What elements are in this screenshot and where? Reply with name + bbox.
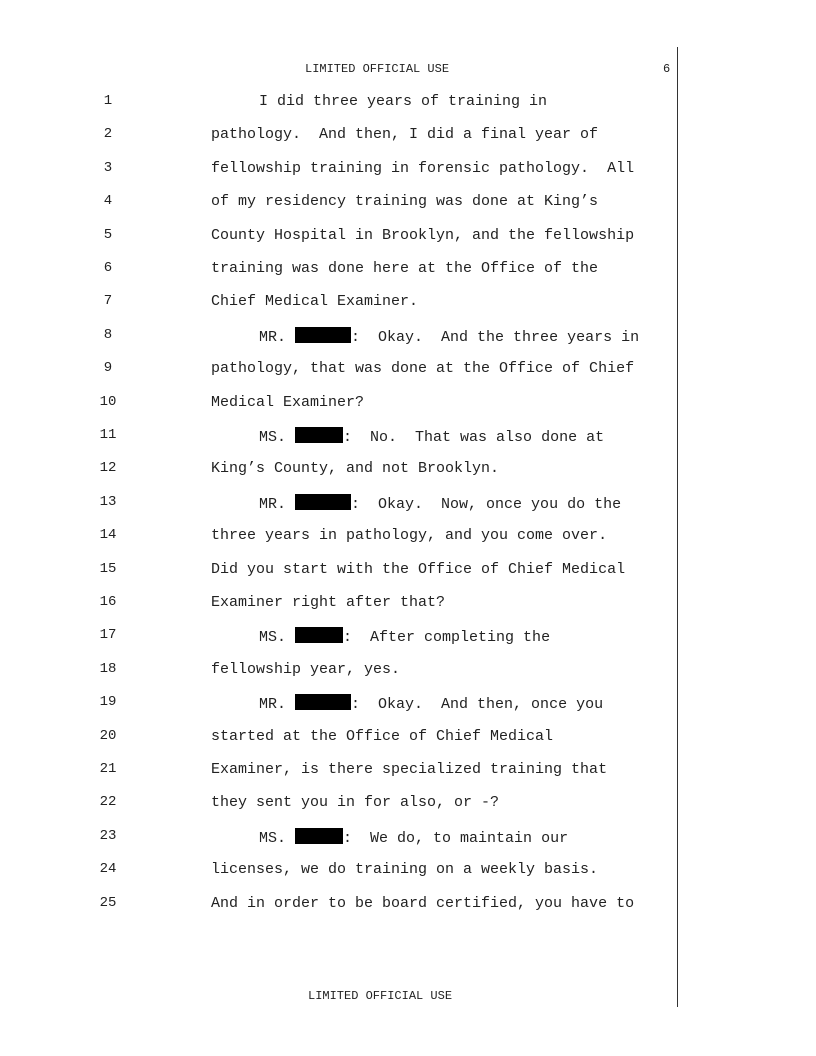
line-text xyxy=(211,460,499,477)
transcript-line xyxy=(0,260,816,293)
line-number: 21 xyxy=(99,761,117,777)
line-text xyxy=(211,227,634,244)
transcript-line xyxy=(0,728,816,761)
transcript-line xyxy=(0,895,816,928)
speech-text: Examiner right after that? xyxy=(211,594,446,611)
line-text xyxy=(259,494,621,513)
transcript-line xyxy=(0,828,816,861)
transcript-line xyxy=(0,794,816,827)
line-text xyxy=(259,694,603,713)
speech-text: of my residency training was done at King’s xyxy=(211,193,599,211)
transcript-line xyxy=(0,160,816,193)
transcript-line xyxy=(0,460,816,493)
line-number: 23 xyxy=(99,827,117,844)
transcript-line xyxy=(0,293,816,326)
transcript-line xyxy=(0,360,816,393)
line-text xyxy=(211,561,625,578)
speech-text: : After completing the xyxy=(343,629,551,647)
line-number: 15 xyxy=(99,560,117,577)
line-text xyxy=(211,895,634,912)
line-text xyxy=(211,126,598,143)
line-text xyxy=(211,594,445,611)
transcript-line xyxy=(0,126,816,159)
speech-text: : Okay. And the three years in xyxy=(351,328,640,346)
line-text xyxy=(259,627,550,646)
line-number: 14 xyxy=(99,527,117,544)
speech-text: King’s County, and not Brooklyn. xyxy=(211,460,500,478)
page-number: 6 xyxy=(663,62,671,76)
line-number: 12 xyxy=(99,460,117,477)
line-text xyxy=(211,527,607,544)
line-text xyxy=(211,260,598,277)
line-text xyxy=(259,828,568,847)
speech-text: I did three years of training in xyxy=(259,93,548,110)
redaction-box xyxy=(295,494,351,510)
line-text xyxy=(211,761,607,778)
transcript-line xyxy=(0,193,816,226)
line-text xyxy=(211,193,598,210)
speaker-label: MR. xyxy=(259,495,287,513)
speech-text: Did you start with the Office of Chief Medical xyxy=(211,560,626,578)
speech-text: Medical Examiner? xyxy=(211,393,365,411)
redaction-box xyxy=(295,828,343,844)
redaction-box xyxy=(295,627,343,643)
speech-text: pathology. And then, I did a final year of xyxy=(211,126,599,144)
line-text xyxy=(211,661,400,678)
speaker-label: MS. xyxy=(259,629,287,647)
redaction-box xyxy=(295,327,351,343)
line-number: 4 xyxy=(103,193,113,210)
transcript-line xyxy=(0,527,816,560)
speech-text: And in order to be board certified, you have to xyxy=(211,894,635,912)
speech-text: : We do, to maintain our xyxy=(343,829,569,847)
redaction-box xyxy=(295,427,343,443)
line-text xyxy=(211,293,418,310)
redaction-box xyxy=(295,694,351,710)
line-text xyxy=(211,794,499,811)
speech-text: Chief Medical Examiner. xyxy=(211,293,419,311)
line-text xyxy=(211,394,364,411)
line-text xyxy=(259,327,639,346)
speech-text: Examiner, is there specialized training that xyxy=(211,761,608,778)
line-number: 3 xyxy=(103,159,113,176)
line-number: 24 xyxy=(99,861,117,878)
transcript-line xyxy=(0,661,816,694)
line-number: 17 xyxy=(99,627,117,644)
line-number: 5 xyxy=(103,226,113,243)
line-number: 11 xyxy=(99,427,117,443)
transcript-line xyxy=(0,594,816,627)
speech-text: fellowship training in forensic pathology. All xyxy=(211,159,635,177)
line-number: 13 xyxy=(99,493,117,510)
transcript-line xyxy=(0,394,816,427)
line-number: 8 xyxy=(103,326,113,343)
speech-text: : Okay. Now, once you do the xyxy=(351,495,622,513)
line-number: 25 xyxy=(99,894,117,911)
line-number: 18 xyxy=(99,660,117,677)
speech-text: started at the Office of Chief Medical xyxy=(211,727,554,745)
line-number: 16 xyxy=(99,594,117,610)
line-text xyxy=(211,728,553,745)
speech-text: : Okay. And then, once you xyxy=(351,696,604,714)
speech-text: three years in pathology, and you come over. xyxy=(211,527,608,545)
line-number: 22 xyxy=(99,794,117,811)
line-number: 19 xyxy=(99,694,117,711)
line-text xyxy=(259,93,547,110)
speaker-label: MS. xyxy=(259,829,287,847)
line-number: 10 xyxy=(99,393,117,410)
speaker-label: MR. xyxy=(259,328,287,346)
transcript-line xyxy=(0,861,816,894)
page-footer: LIMITED OFFICIAL USE xyxy=(308,989,453,1003)
transcript-line xyxy=(0,694,816,727)
transcript-line xyxy=(0,93,816,126)
line-text xyxy=(211,861,598,878)
page-header: LIMITED OFFICIAL USE xyxy=(305,62,450,76)
line-number: 7 xyxy=(103,293,113,310)
transcript-line xyxy=(0,494,816,527)
speech-text: licenses, we do training on a weekly basis. xyxy=(211,861,599,879)
speaker-label: MR. xyxy=(259,696,287,714)
transcript-line xyxy=(0,627,816,660)
line-number: 1 xyxy=(103,93,113,109)
speaker-label: MS. xyxy=(259,429,287,446)
transcript-line xyxy=(0,427,816,460)
line-number: 9 xyxy=(103,360,113,377)
speech-text: pathology, that was done at the Office of Chief xyxy=(211,360,635,378)
line-number: 6 xyxy=(103,260,113,276)
line-text xyxy=(259,427,604,446)
line-text xyxy=(211,360,634,377)
transcript-line xyxy=(0,227,816,260)
transcript-line xyxy=(0,327,816,360)
speech-text: : No. That was also done at xyxy=(343,429,605,446)
speech-text: they sent you in for also, or -? xyxy=(211,794,500,812)
line-number: 2 xyxy=(103,126,113,143)
speech-text: training was done here at the Office of the xyxy=(211,260,599,277)
speech-text: fellowship year, yes. xyxy=(211,660,401,678)
transcript-line xyxy=(0,561,816,594)
line-number: 20 xyxy=(99,727,117,744)
line-text xyxy=(211,160,634,177)
speech-text: County Hospital in Brooklyn, and the fellowship xyxy=(211,226,635,244)
transcript-line xyxy=(0,761,816,794)
